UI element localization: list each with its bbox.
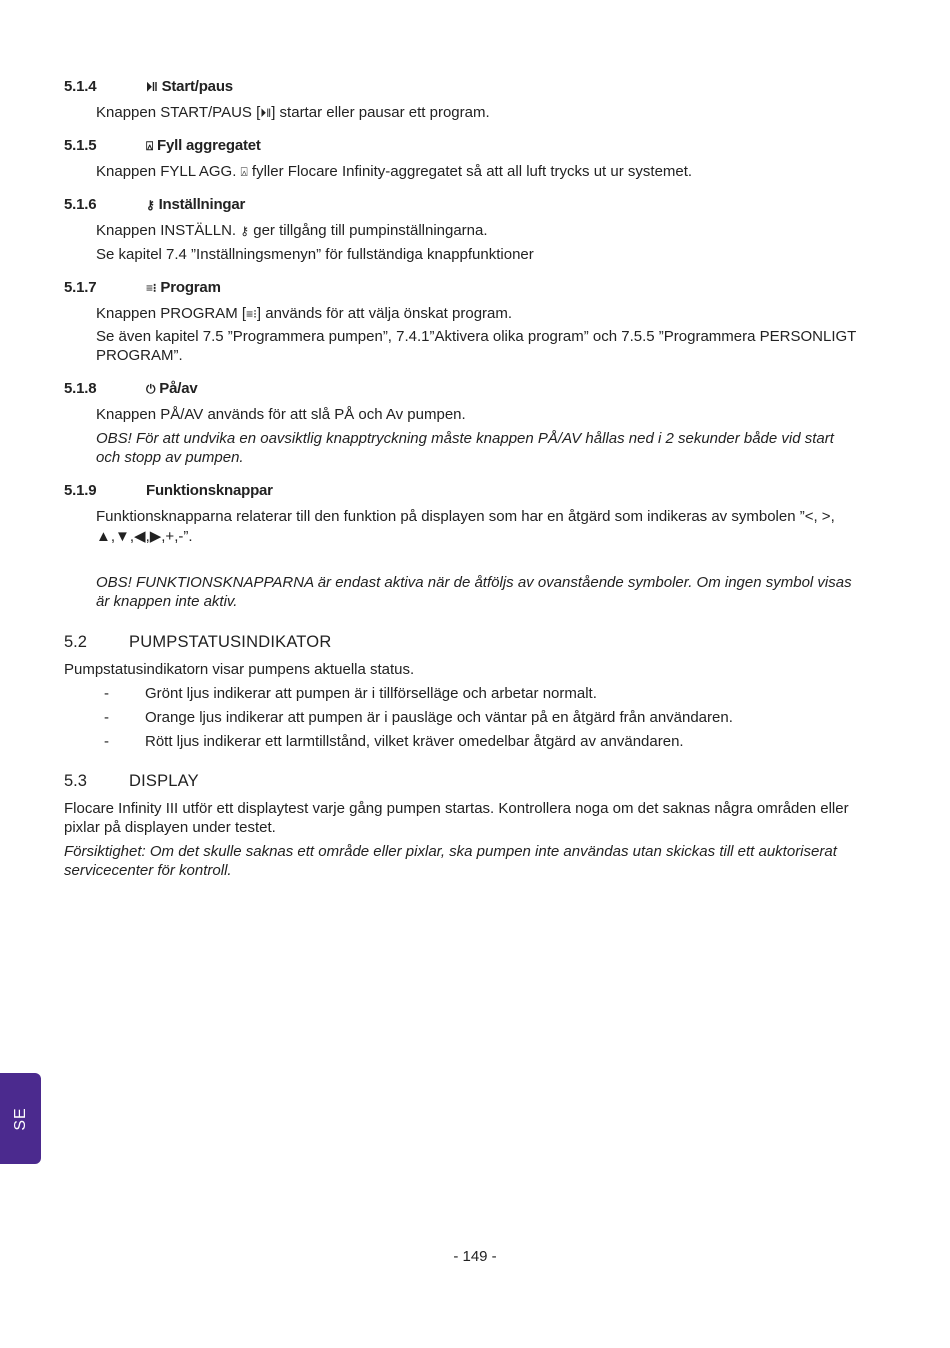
section-title-text: Inställningar bbox=[158, 196, 246, 213]
note: OBS! För att undvika en oavsiktlig knapptryckning måste knappen PÅ/AV hållas ned i 2 sekunder både vid start bbox=[96, 430, 834, 447]
caution-note: Försiktighet: Om det skulle saknas ett område eller pixlar, ska pumpen inte användas utan skickas till ett auktoriserat bbox=[64, 843, 837, 860]
list-item: Rött ljus indikerar ett larmtillstånd, vilket kräver omedelbar åtgärd av användaren. bbox=[145, 733, 684, 750]
section-number-5-1-9: 5.1.9 bbox=[64, 482, 97, 499]
section-title-pa-av bbox=[146, 380, 198, 397]
text-part: Knappen INSTÄLLN. bbox=[96, 222, 241, 239]
language-tab bbox=[0, 1073, 41, 1164]
play-pause-icon: ⏵‖ bbox=[146, 79, 158, 94]
text-part: Knappen PROGRAM [ bbox=[96, 305, 247, 322]
paragraph bbox=[96, 305, 512, 322]
paragraph: PROGRAM”. bbox=[96, 347, 183, 364]
paragraph bbox=[96, 222, 488, 239]
section-title-display: DISPLAY bbox=[129, 772, 199, 790]
program-list-icon: ≡⁝ bbox=[146, 280, 157, 295]
note: är knappen inte aktiv. bbox=[96, 593, 238, 610]
paragraph: ▲,▼,◀,▶,+,-”. bbox=[96, 528, 193, 545]
section-title-installningar bbox=[146, 196, 245, 213]
section-title-text: Fyll aggregatet bbox=[157, 137, 261, 154]
list-item: Grönt ljus indikerar att pumpen är i tillförselläge och arbetar normalt. bbox=[145, 685, 597, 702]
text-part: ger tillgång till pumpinställningarna. bbox=[249, 222, 488, 239]
language-tab-label: SE bbox=[11, 1106, 29, 1131]
paragraph: pixlar på displayen under testet. bbox=[64, 819, 276, 836]
section-title-pumpstatusindikator: PUMPSTATUSINDIKATOR bbox=[129, 633, 332, 651]
section-title-program bbox=[146, 279, 221, 296]
paragraph bbox=[96, 104, 490, 121]
page-number: - 149 - bbox=[453, 1248, 497, 1265]
bullet-dash: - bbox=[104, 685, 109, 702]
section-title-text: På/av bbox=[159, 380, 198, 397]
program-list-icon: ≡⁝ bbox=[246, 307, 257, 321]
fill-aggregate-icon: ⍓ bbox=[146, 138, 154, 153]
section-title-text: Funktionsknappar bbox=[146, 482, 273, 499]
note: OBS! FUNKTIONSKNAPPARNA är endast aktiva när de åtföljs av ovanstående symboler. Om ingen symbol visas bbox=[96, 574, 852, 591]
settings-key-icon: ⚷ bbox=[240, 224, 250, 238]
paragraph: Se kapitel 7.4 ”Inställningsmenyn” för fullständiga knappfunktioner bbox=[96, 246, 534, 263]
note: och stopp av pumpen. bbox=[96, 449, 244, 466]
section-title-fyll-aggregatet bbox=[146, 137, 261, 154]
paragraph: Pumpstatusindikatorn visar pumpens aktuella status. bbox=[64, 661, 415, 678]
text-part: Knappen START/PAUS [ bbox=[96, 104, 261, 121]
fill-aggregate-icon: ⍓ bbox=[240, 165, 248, 179]
section-number-5-1-6: 5.1.6 bbox=[64, 196, 97, 213]
section-title-start-paus bbox=[146, 78, 233, 95]
section-number-5-1-4: 5.1.4 bbox=[64, 78, 97, 95]
settings-key-icon: ⚷ bbox=[146, 197, 155, 212]
paragraph: Se även kapitel 7.5 ”Programmera pumpen”, 7.4.1”Aktivera olika program” och 7.5.5 ”Programmera PERSONLIGT bbox=[96, 328, 857, 345]
list-item: Orange ljus indikerar att pumpen är i pausläge och väntar på en åtgärd från användaren. bbox=[145, 709, 733, 726]
section-title-funktionsknappar bbox=[146, 482, 273, 499]
section-number-5-2: 5.2 bbox=[64, 633, 87, 651]
bullet-dash: - bbox=[104, 709, 109, 726]
text-part: Knappen FYLL AGG. bbox=[96, 163, 241, 180]
section-title-text: Program bbox=[160, 279, 221, 296]
caution-note: servicecenter för kontroll. bbox=[64, 862, 232, 879]
paragraph: Funktionsknapparna relaterar till den funktion på displayen som har en åtgärd som indikeras av symbolen ”<, >, bbox=[96, 508, 835, 525]
section-number-5-3: 5.3 bbox=[64, 772, 87, 790]
section-number-5-1-8: 5.1.8 bbox=[64, 380, 97, 397]
power-icon: ⏻ bbox=[146, 381, 156, 396]
paragraph: Knappen PÅ/AV används för att slå PÅ och Av pumpen. bbox=[96, 406, 466, 423]
play-pause-icon: ⏵‖ bbox=[260, 106, 272, 120]
bullet-dash: - bbox=[104, 733, 109, 750]
paragraph: Flocare Infinity III utför ett displaytest varje gång pumpen startas. Kontrollera noga om det saknas några områden eller bbox=[64, 800, 849, 817]
section-number-5-1-5: 5.1.5 bbox=[64, 137, 97, 154]
section-title-text: Start/paus bbox=[161, 78, 233, 95]
text-part: ] används för att välja önskat program. bbox=[256, 305, 513, 322]
paragraph bbox=[96, 163, 692, 180]
section-number-5-1-7: 5.1.7 bbox=[64, 279, 97, 296]
text-part: fyller Flocare Infinity-aggregatet så att all luft trycks ut ur systemet. bbox=[247, 163, 693, 180]
text-part: ] startar eller pausar ett program. bbox=[271, 104, 490, 121]
